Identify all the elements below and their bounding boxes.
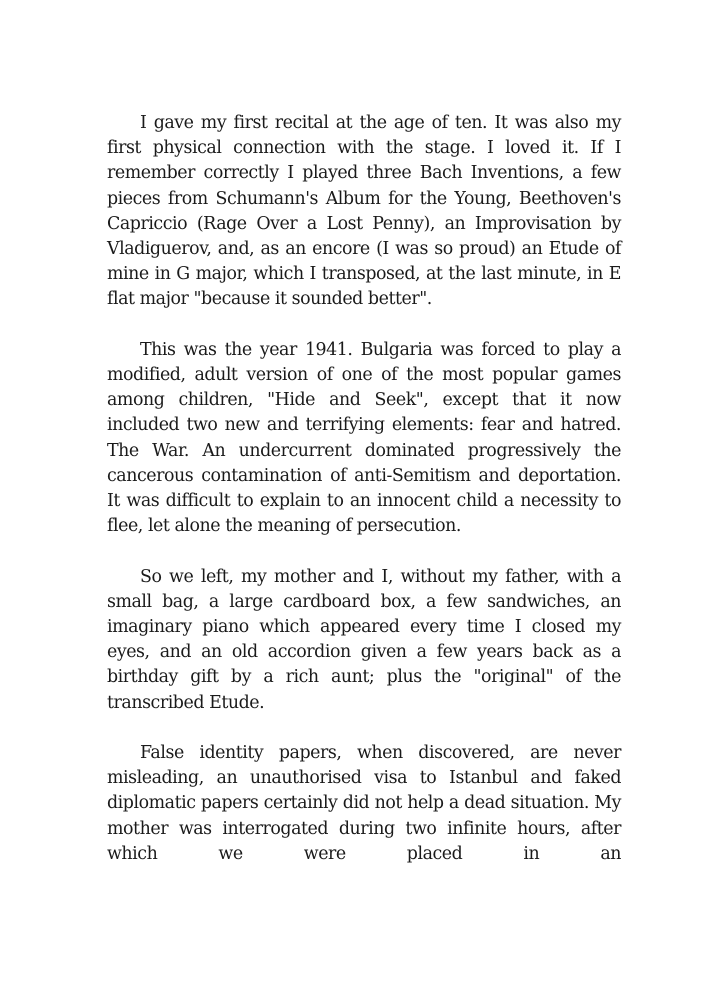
paragraph-departure: So we left, my mother and I, without my father, with a small bag, a large cardboard box, a few sandwiches, an imaginary piano which appeared every time I closed my eyes, and an old accordion given a few years back as a birthday gift by a rich aunt; plus the "original" of the transcribed Etude. — [107, 566, 621, 713]
paragraph-year-1941: This was the year 1941. Bulgaria was forced to play a modified, adult version of one of the most popular games among children, "Hide and Seek", except that it now included two new and terrifying elements: fear and hatred. The War. An undercurrent dominated progressively the cancerous contamination of anti-Semitism and deportation. It was difficult to explain to an innocent child a necessity to flee, let alone the meaning of persecution. — [107, 339, 621, 537]
paragraph-false-papers: False identity papers, when discovered, are never misleading, an unauthorised visa to Istanbul and faked diplomatic papers certainly did not help a dead situation. My mother was interrogated during two infinite hours, after which we were placed in an — [107, 743, 621, 864]
paragraph-first-recital: I gave my first recital at the age of ten. It was also my first physical connection with the stage. I loved it. If I remember correctly I played three Bach Inventions, a few pieces from Schumann's Album for the Young, Beethoven's Capriccio (Rage Over a Lost Penny), an Improvisation by Vladiguerov, and, as an encore (I was so proud) an Etude of mine in G major, which I transposed, at the last minute, in E flat major "because it sounded better". — [107, 113, 621, 310]
document-page — [107, 111, 621, 867]
